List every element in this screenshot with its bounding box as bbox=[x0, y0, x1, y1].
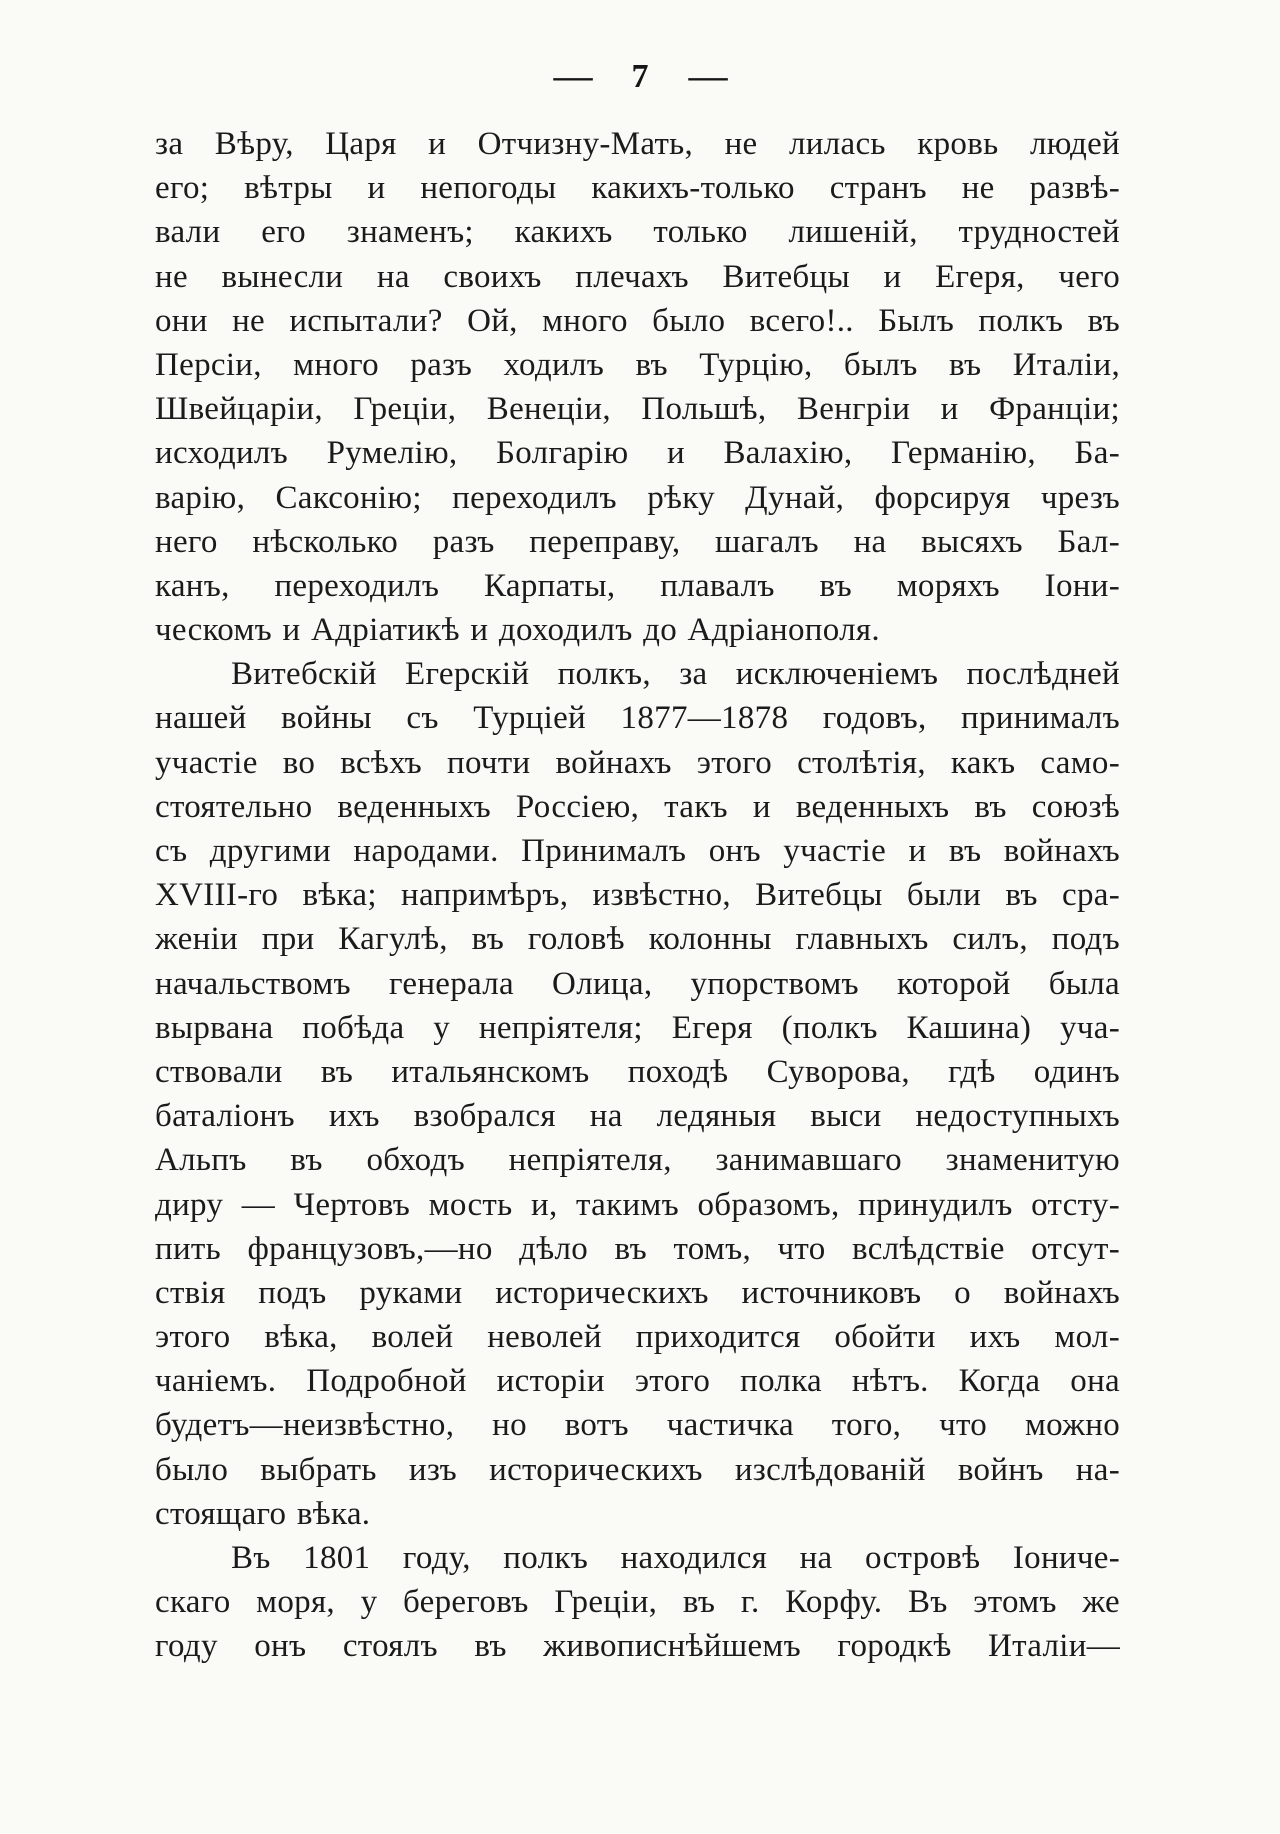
text-line: канъ, переходилъ Карпаты, плавалъ въ моряхъ Іони- bbox=[155, 567, 1120, 604]
text-line: скаго моря, у береговъ Греціи, въ г. Корфу. Въ этомъ же bbox=[155, 1584, 1120, 1621]
text-line: Швейцаріи, Греціи, Венеціи, Польшѣ, Венгріи и Франціи; bbox=[155, 391, 1120, 428]
header-dash-right: — bbox=[687, 58, 728, 95]
text-line: него нѣсколько разъ переправу, шагалъ на высяхъ Бал- bbox=[155, 523, 1120, 560]
text-line: вырвана побѣда у непріятеля; Егеря (полкъ Кашина) уча- bbox=[155, 1009, 1120, 1046]
text-line: будетъ—неизвѣстно, но вотъ частичка того, что можно bbox=[155, 1407, 1120, 1444]
text-line: не вынесли на своихъ плечахъ Витебцы и Егеря, чего bbox=[155, 258, 1120, 295]
text-line: XVIII-го вѣка; напримѣръ, извѣстно, Витебцы были въ сра- bbox=[155, 877, 1120, 914]
text-line: было выбрать изъ историческихъ изслѣдованій войнъ на- bbox=[155, 1451, 1120, 1488]
text-line: Витебскій Егерскій полкъ, за исключеніемъ послѣдней bbox=[231, 656, 1120, 693]
text-line: женіи при Кагулѣ, въ головѣ колонны главныхъ силъ, подъ bbox=[155, 921, 1120, 958]
text-line: Персіи, много разъ ходилъ въ Турцію, былъ въ Италіи, bbox=[155, 346, 1120, 383]
text-line: пить французовъ,—но дѣло въ томъ, что вслѣдствіе отсут- bbox=[155, 1230, 1120, 1267]
text-line: чаніемъ. Подробной исторіи этого полка нѣтъ. Когда она bbox=[155, 1363, 1120, 1400]
text-line: исходилъ Румелію, Болгарію и Валахію, Германію, Ба- bbox=[155, 435, 1120, 472]
text-line: ствія подъ руками историческихъ источниковъ о войнахъ bbox=[155, 1274, 1120, 1311]
text-line: они не испытали? Ой, много было всего!.. Былъ полкъ въ bbox=[155, 302, 1120, 339]
text-block bbox=[155, 122, 1120, 1669]
header-dash-left: — bbox=[552, 58, 593, 95]
text-line: начальствомъ генерала Олица, упорствомъ которой была bbox=[155, 965, 1120, 1002]
text-line: Альпъ въ обходъ непріятеля, занимавшаго знаменитую bbox=[155, 1142, 1120, 1179]
text-line: нашей войны съ Турціей 1877—1878 годовъ, принималъ bbox=[155, 700, 1120, 737]
text-line: вали его знаменъ; какихъ только лишеній, трудностей bbox=[155, 214, 1120, 251]
text-line: съ другими народами. Принималъ онъ участіе и въ войнахъ bbox=[155, 833, 1120, 869]
text-line: его; вѣтры и непогоды какихъ-только странъ не развѣ- bbox=[155, 170, 1120, 207]
text-line: баталіонъ ихъ взобрался на ледяныя выси недоступныхъ bbox=[155, 1098, 1120, 1135]
text-line: стоятельно веденныхъ Россіею, такъ и веденныхъ въ союзѣ bbox=[155, 788, 1120, 825]
text-line: ческомъ и Адріатикѣ и доходилъ до Адріанополя. bbox=[155, 612, 880, 649]
text-line: участіе во всѣхъ почти войнахъ этого столѣтія, какъ само- bbox=[155, 744, 1120, 781]
text-line: году онъ стоялъ въ живописнѣйшемъ городкѣ Италіи— bbox=[155, 1628, 1120, 1665]
text-line: этого вѣка, волей неволей приходится обойти ихъ мол- bbox=[155, 1319, 1120, 1356]
text-line: стоящаго вѣка. bbox=[155, 1495, 371, 1532]
page-number: 7 bbox=[631, 58, 649, 95]
text-line: варію, Саксонію; переходилъ рѣку Дунай, форсируя чрезъ bbox=[155, 479, 1120, 516]
text-line: диру — Чертовъ мость и, такимъ образомъ, принудилъ отсту- bbox=[155, 1186, 1120, 1223]
text-line: за Вѣру, Царя и Отчизну-Мать, не лилась кровь людей bbox=[155, 126, 1120, 162]
page-header bbox=[0, 58, 1280, 96]
text-line: Въ 1801 году, полкъ находился на островѣ Іониче- bbox=[231, 1540, 1120, 1576]
text-line: ствовали въ итальянскомъ походѣ Суворова, гдѣ одинъ bbox=[155, 1053, 1120, 1090]
